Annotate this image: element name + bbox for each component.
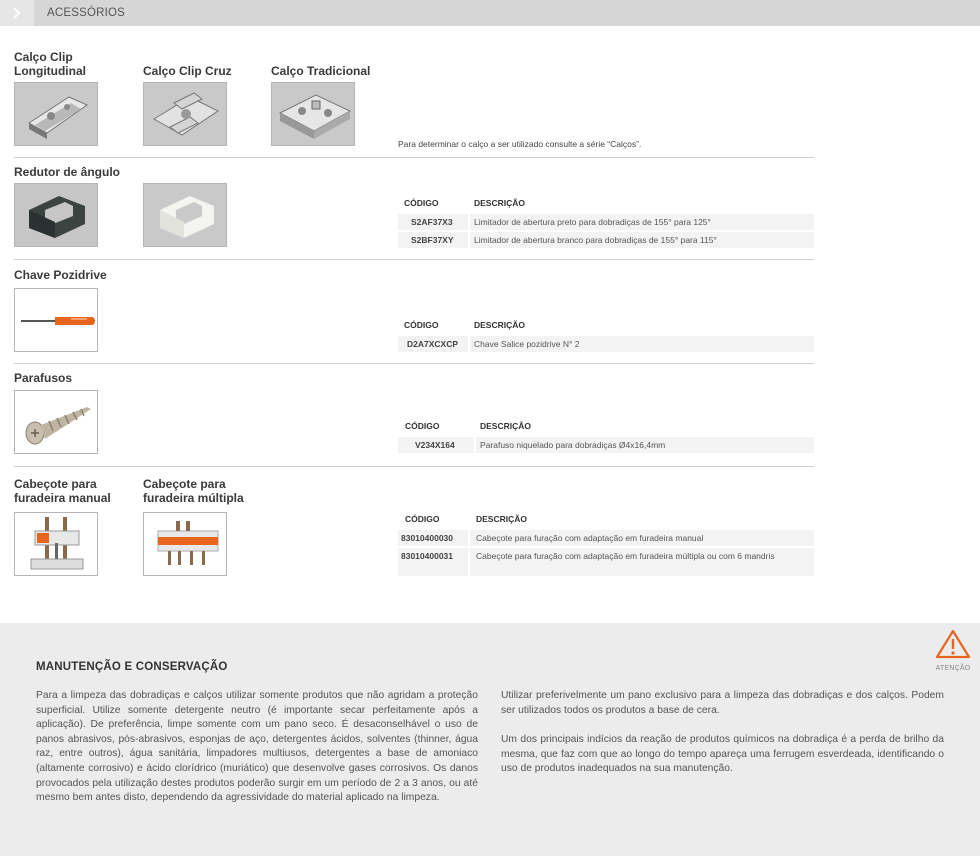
section-header xyxy=(0,0,980,26)
warning-label: ATENÇÃO xyxy=(935,665,971,672)
code-column-header: CÓDIGO xyxy=(405,514,440,524)
maintenance-title: MANUTENÇÃO E CONSERVAÇÃO xyxy=(36,661,228,673)
redutor-branco-image xyxy=(143,183,227,247)
calco-clip-cruz-label: Calço Clip Cruz xyxy=(143,64,232,78)
cabecote-manual-image xyxy=(14,512,98,576)
warning-icon xyxy=(935,629,971,659)
product-code: 83010400031 xyxy=(401,551,454,561)
divider xyxy=(14,466,814,467)
product-code: V234X164 xyxy=(415,440,455,450)
product-code: S2BF37XY xyxy=(411,235,454,245)
product-code: S2AF37X3 xyxy=(411,217,453,227)
product-description: Limitador de abertura preto para dobradiças de 155° para 125° xyxy=(474,217,711,227)
chave-pozidrive-image xyxy=(14,288,98,352)
product-description: Cabeçote para furação com adaptação em furadeira múltipla ou com 6 mandris xyxy=(476,551,775,561)
calco-tradicional-label: Calço Tradicional xyxy=(271,64,371,78)
divider xyxy=(14,157,814,158)
code-column-header: CÓDIGO xyxy=(404,320,439,330)
maintenance-column-right-p1: Utilizar preferivelmente um pano exclusivo para a limpeza das dobradiças e dos calços. Podem ser utilizados todos os produtos a base de cera. xyxy=(501,690,944,716)
parafuso-image xyxy=(14,390,98,454)
description-column-header: DESCRIÇÃO xyxy=(476,514,528,524)
product-description: Limitador de abertura branco para dobradiças de 155° para 115° xyxy=(474,235,717,245)
chave-label: Chave Pozidrive xyxy=(14,268,107,282)
product-code: 83010400030 xyxy=(401,533,454,543)
warning-badge xyxy=(932,629,974,672)
parafusos-label: Parafusos xyxy=(14,371,73,385)
table-row xyxy=(398,530,814,546)
calco-tradicional-image xyxy=(271,82,355,146)
table-row xyxy=(398,336,814,352)
description-column-header: DESCRIÇÃO xyxy=(474,320,526,330)
product-code: D2A7XCXCP xyxy=(407,339,459,349)
maintenance-column-left: Para a limpeza das dobradiças e calços utilizar somente produtos que não agridam a proteção superficial. Utilize somente detergente neutro (é importante secar perfeitamente após a aplicação). De preferência, limpe somente com um pano seco. É desaconselhável o uso de panos abrasivos, pós-abrasivos, esponjas de aço, detergentes ácidos, solventes (thinner, água raz, entre outros), água sanitária, limpadores multiusos, detergentes a base de amoniaco (altamente corrosivo) e ácido clorídrico (muriático) que desenvolve gases corrosivos. Os danos provocados pela utilização destes produtos poderão surgir em um período de 2 a 3 anos, ou até mesmo bem antes disto, dependendo da agressividade do material aplicado na limpeza. xyxy=(36,690,478,804)
divider xyxy=(14,363,814,364)
calco-clip-longitudinal-label: Calço Clip Longitudinal xyxy=(14,50,86,78)
product-description: Chave Salice pozidrive N° 2 xyxy=(474,339,580,349)
table-row xyxy=(398,548,814,576)
description-column-header: DESCRIÇÃO xyxy=(474,198,526,208)
maintenance-section xyxy=(0,623,980,856)
code-column-header: CÓDIGO xyxy=(405,421,440,431)
calco-clip-longitudinal-image xyxy=(14,82,98,146)
redutor-preto-image xyxy=(14,183,98,247)
cabecote-multipla-label: Cabeçote para furadeira múltipla xyxy=(143,477,244,505)
maintenance-column-right-p2: Um dos principais indícios da reação de produtos químicos na dobradiça é a perda de brilho da mesma, que faz com que ao longo do tempo apareça uma ferrugem esverdeada, identificando o uso de produtos inadequados na sua manutenção. xyxy=(501,734,944,775)
cabecote-manual-label: Cabeçote para furadeira manual xyxy=(14,477,111,505)
product-description: Cabeçote para furação com adaptação em furadeira manual xyxy=(476,533,704,543)
table-row xyxy=(398,232,814,248)
cabecote-multipla-image xyxy=(143,512,227,576)
code-column-header: CÓDIGO xyxy=(404,198,439,208)
redutor-label: Redutor de ângulo xyxy=(14,165,120,179)
section-title: ACESSÓRIOS xyxy=(47,7,126,19)
divider xyxy=(14,259,814,260)
table-row xyxy=(398,437,814,453)
calcos-note: Para determinar o calço a ser utilizado consulte a série “Calços”. xyxy=(398,139,642,149)
chevron-right-icon[interactable] xyxy=(0,0,34,26)
product-description: Parafuso niquelado para dobradiças Ø4x16,4mm xyxy=(480,440,666,450)
description-column-header: DESCRIÇÃO xyxy=(480,421,532,431)
calco-clip-cruz-image xyxy=(143,82,227,146)
table-row xyxy=(398,214,814,230)
